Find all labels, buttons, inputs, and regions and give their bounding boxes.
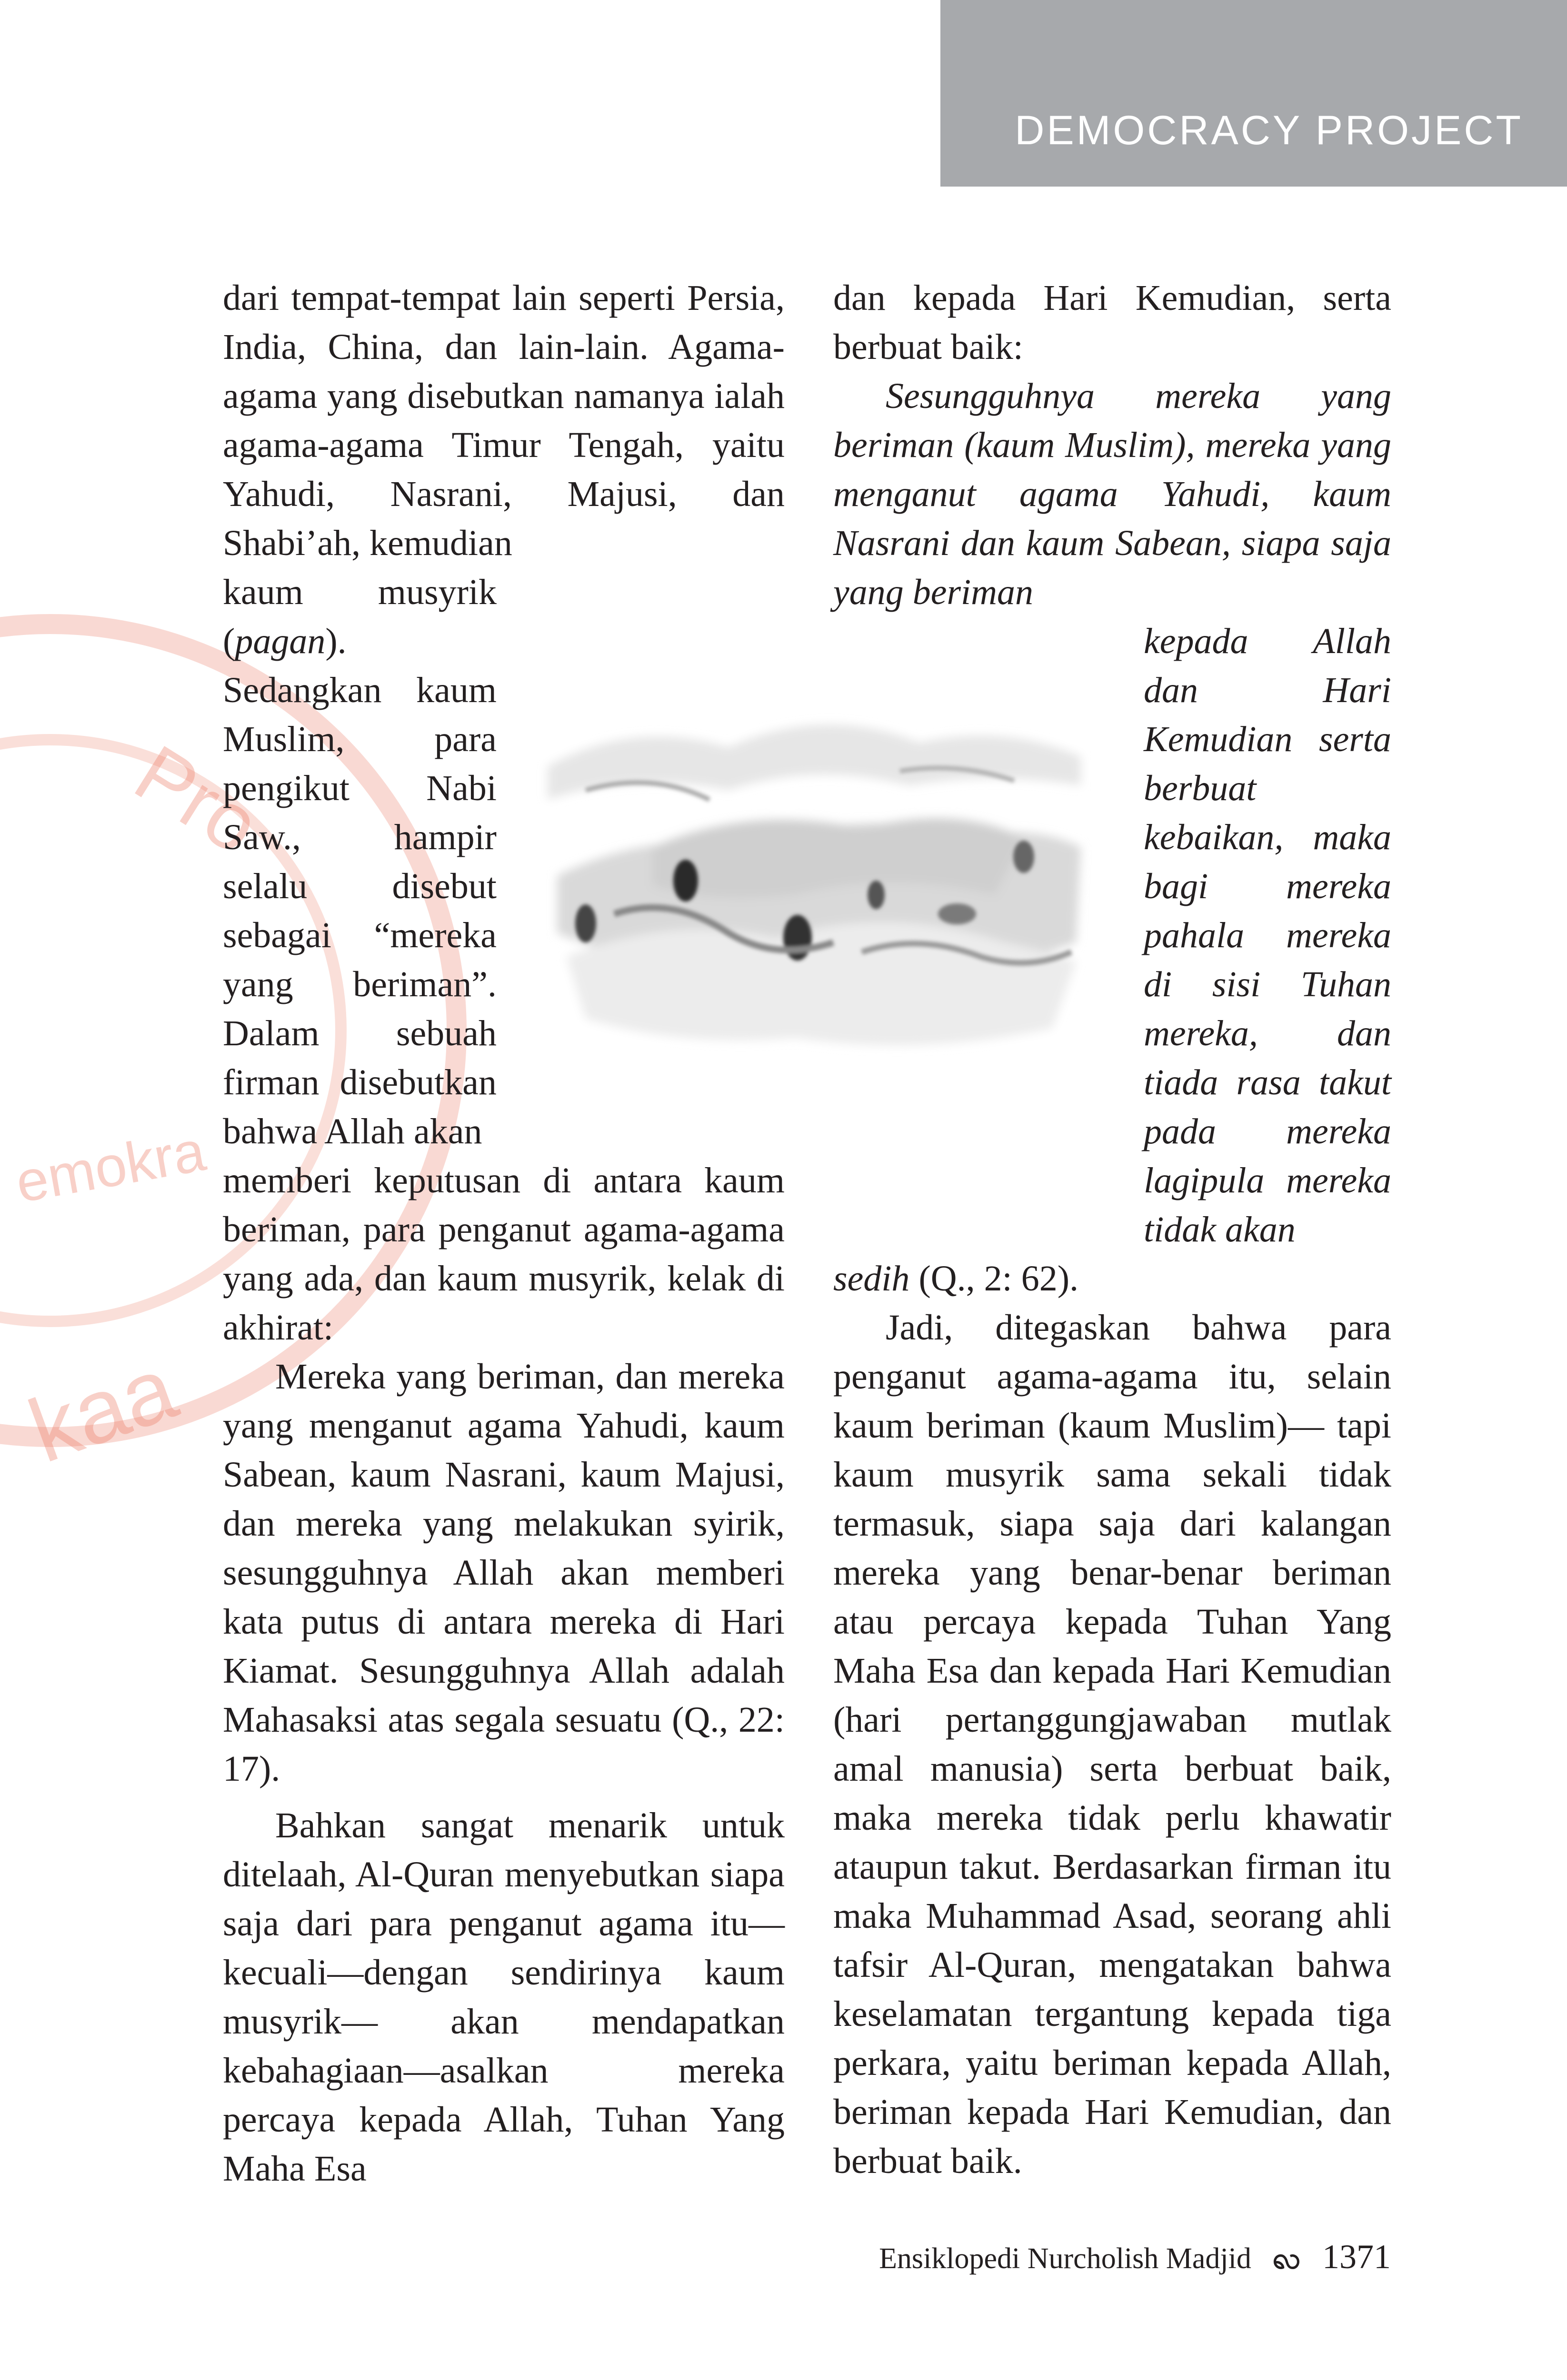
- footer-ornament-icon: ꩮ: [1273, 2242, 1301, 2275]
- right-quote-end: [833, 1254, 1391, 1303]
- left-quote: Mereka yang beriman, dan mereka yang menganut agama Yahudi, kaum Sabean, kaum Nasrani, kaum Majusi, dan mereka yang melakukan syirik, sesungguhnya Allah akan memberi kata putus di antara mereka di Hari Kiamat. Sesungguhnya Allah adalah Mahasaksi atas segala sesuatu (Q., 22: 17).: [223, 1357, 785, 1789]
- watermark-text-2: emokra: [11, 1119, 210, 1215]
- left-narrow-italic: pagan: [235, 621, 326, 661]
- watermark-text-3: kaa: [16, 1337, 189, 1482]
- right-quote-end-italic: sedih: [833, 1259, 910, 1299]
- right-column: [833, 274, 1391, 2186]
- right-quote-wide: Sesungguhnya mereka yang beriman (kaum Muslim), mereka yang menganut agama Yahudi, kaum Nasrani dan kaum Sabean, siapa saja yang beriman: [833, 376, 1391, 612]
- left-narrow-text-b: ). Sedangkan kaum Muslim, para pengikut Nabi Saw., hampir selalu disebut sebagai “mereka yang beriman”. Dalam sebuah firman disebutkan bahwa Allah akan: [223, 621, 497, 1151]
- left-paragraph-1-wide: dari tempat-tempat lain seperti Persia, India, China, dan lain-lain. Agama-agama yang disebutkan namanya ialah agama-agama Timur Tengah, yaitu Yahudi, Nasrani, Majusi, dan Shabi’ah, kemudian: [223, 278, 785, 563]
- watermark-text-1: Pro: [120, 728, 275, 872]
- right-paragraph-2: Jadi, ditegaskan bahwa para penganut agama-agama itu, selain kaum beriman (kaum Muslim)— tapi kaum musyrik sama sekali tidak termasuk, siapa saja dari kalangan mereka yang benar-benar beriman atau percaya kepada Tuhan Yang Maha Esa dan kepada Hari Kemudian (hari pertanggungjawaban mutlak amal manusia) serta berbuat baik, maka mereka tidak perlu khawatir ataupun takut. Berdasarkan firman itu maka Muhammad Asad, seorang ahli tafsir Al-Quran, mengatakan bahwa keselamatan tergantung kepada tiga perkara, yaitu beriman kepada Allah, beriman kepada Hari Kemudian, dan berbuat baik.: [833, 1308, 1391, 2181]
- header-banner: [940, 0, 1567, 187]
- left-paragraph-2: Bahkan sangat menarik untuk ditelaah, Al-Quran menyebutkan siapa saja dari para penganut agama itu— kecuali—dengan sendirinya kaum musyrik— akan mendapatkan kebahagiaan—asalkan mereka percaya kepada Allah, Tuhan Yang Maha Esa: [223, 1805, 785, 2189]
- left-narrow-text-a: kaum musyrik (: [223, 572, 497, 661]
- right-paragraph-1: dan kepada Hari Kemudian, serta berbuat baik:: [833, 278, 1391, 367]
- page-footer: [879, 2237, 1391, 2283]
- left-paragraph-1-rest: memberi keputusan di antara kaum beriman, para penganut agama-agama yang ada, dan kaum musyrik, kelak di akhirat:: [223, 1160, 785, 1348]
- footer-page-number: 1371: [1322, 2238, 1391, 2276]
- left-paragraph-1-narrow: [223, 568, 497, 1156]
- right-quote-reference: (Q., 2: 62).: [909, 1259, 1079, 1299]
- footer-book-title: Ensiklopedi Nurcholish Madjid: [879, 2242, 1251, 2275]
- left-column: [223, 274, 785, 2193]
- right-quote-narrow: kepada Allah dan Hari Kemudian serta berbuat kebaikan, maka bagi mereka pahala mereka di sisi Tuhan mereka, dan tiada rasa takut pada mereka lagipula mereka tidak akan: [1144, 621, 1391, 1250]
- banner-title: DEMOCRACY PROJECT: [1015, 108, 1523, 153]
